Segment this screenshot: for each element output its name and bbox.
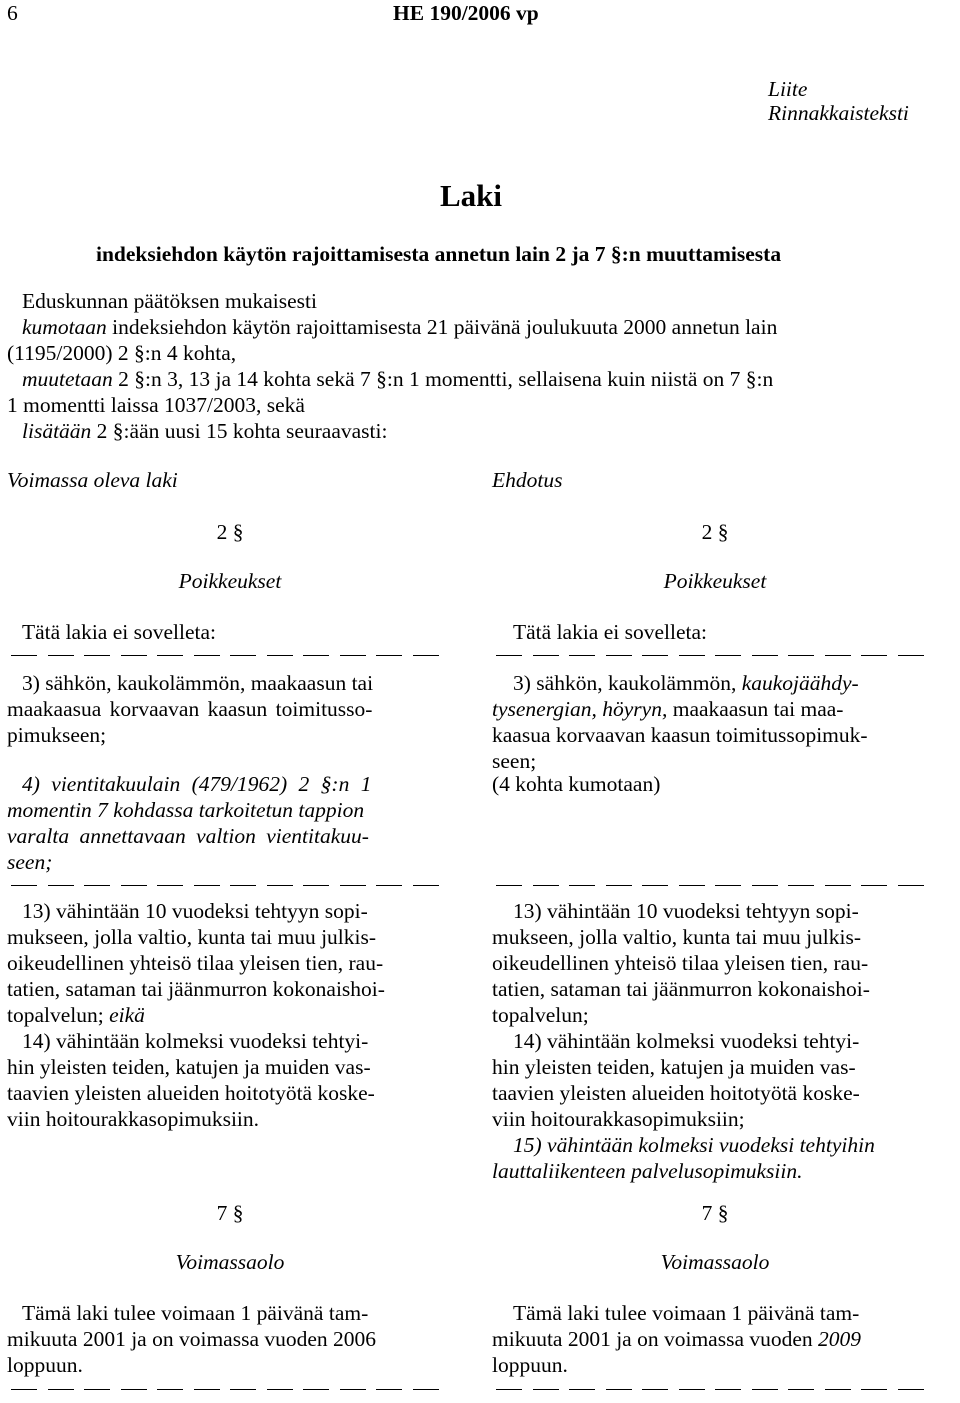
omission-dash — [788, 885, 814, 886]
right-item-3-text-a: 3) sähkön, kaukolämmön, — [513, 671, 742, 695]
right-section-7-text: mikuuta 2001 ja on voimassa vuoden — [492, 1327, 819, 1351]
omission-dash — [496, 1389, 522, 1390]
right-item-3-line-4: seen; — [492, 749, 537, 773]
preamble-intro: Eduskunnan päätöksen mukaisesti — [22, 289, 317, 313]
keyword-lisataan: lisätään — [22, 419, 92, 443]
omission-dash — [413, 655, 439, 656]
omission-dash — [752, 655, 778, 656]
right-item-15-line-1: 15) vähintään kolmeksi vuodeksi tehtyihin — [513, 1133, 875, 1157]
omission-dash — [376, 885, 402, 886]
omission-dash — [679, 1389, 705, 1390]
right-intro: Tätä lakia ei sovelleta: — [513, 620, 708, 644]
preamble-lisataan-text: 2 §:ään uusi 15 kohta seuraavasti: — [91, 419, 388, 443]
left-column-heading: Voimassa oleva laki — [7, 468, 178, 492]
right-omission-line-2 — [492, 873, 932, 899]
omission-dash — [533, 1389, 559, 1390]
right-section-7-year: 2009 — [818, 1327, 862, 1351]
omission-dash — [496, 655, 522, 656]
omission-dash — [267, 1389, 293, 1390]
omission-dash — [11, 885, 37, 886]
right-section-2-number: 2 § — [701, 520, 729, 544]
left-item-14-line-2: hin yleisten teiden, katujen ja muiden vas- — [7, 1055, 371, 1079]
omission-dash — [825, 655, 851, 656]
omission-dash — [788, 1389, 814, 1390]
right-item-4-repealed: (4 kohta kumotaan) — [492, 772, 661, 796]
left-item-13-line-1: 13) vähintään 10 vuodeksi tehtyyn sopi- — [22, 899, 368, 923]
left-item-4-line-1: 4) vientitakuulain (479/1962) 2 §:n 1 — [22, 772, 372, 796]
left-omission-line-1 — [7, 643, 447, 669]
omission-dash — [861, 655, 887, 656]
omission-dash — [267, 655, 293, 656]
left-item-3-line-1: 3) sähkön, kaukolämmön, maakaasun tai — [22, 671, 374, 695]
right-section-7-line-2 — [492, 1326, 861, 1352]
preamble-muutetaan — [22, 366, 773, 392]
preamble-muutetaan-text: 2 §:n 3, 13 ja 14 kohta sekä 7 §:n 1 momentti, sellaisena kuin niistä on 7 §:n — [112, 367, 774, 391]
keyword-kumotaan: kumotaan — [22, 315, 107, 339]
omission-dash — [121, 1389, 147, 1390]
omission-dash — [376, 655, 402, 656]
left-omission-line-2 — [7, 873, 447, 899]
right-omission-line-3 — [492, 1377, 932, 1403]
left-item-3-line-3: pimukseen; — [7, 723, 107, 747]
omission-dash — [84, 1389, 110, 1390]
left-section-7-title: Voimassaolo — [175, 1250, 285, 1274]
omission-dash — [606, 885, 632, 886]
omission-dash — [642, 1389, 668, 1390]
omission-dash — [303, 885, 329, 886]
omission-dash — [606, 655, 632, 656]
omission-dash — [861, 1389, 887, 1390]
omission-dash — [340, 885, 366, 886]
omission-dash — [303, 655, 329, 656]
left-item-13-line-4: tatien, sataman tai jäänmurron kokonaishoi- — [7, 977, 385, 1001]
right-item-3-line-2 — [492, 696, 843, 722]
left-section-7-line-3: loppuun. — [7, 1353, 83, 1377]
omission-dash — [569, 1389, 595, 1390]
omission-dash — [84, 885, 110, 886]
omission-dash — [194, 1389, 220, 1390]
omission-dash — [121, 885, 147, 886]
omission-dash — [752, 1389, 778, 1390]
document-id: HE 190/2006 vp — [393, 1, 539, 25]
appendix-sublabel: Rinnakkaisteksti — [768, 101, 909, 125]
left-section-2-title: Poikkeukset — [178, 569, 282, 593]
left-item-14-line-4: viin hoitourakkasopimuksiin. — [7, 1107, 260, 1131]
omission-dash — [157, 655, 183, 656]
omission-dash — [679, 885, 705, 886]
left-item-3-line-2: maakaasua korvaavan kaasun toimitusso- — [7, 697, 373, 721]
left-item-13-text: topalvelun; — [7, 1003, 110, 1027]
omission-dash — [11, 1389, 37, 1390]
page-number: 6 — [7, 1, 18, 25]
omission-dash — [230, 885, 256, 886]
omission-dash — [48, 1389, 74, 1390]
right-item-13-line-1: 13) vähintään 10 vuodeksi tehtyyn sopi- — [513, 899, 859, 923]
right-item-15-line-2: lauttaliikenteen palvelusopimuksiin. — [492, 1159, 803, 1183]
omission-dash — [194, 885, 220, 886]
omission-dash — [715, 655, 741, 656]
omission-dash — [642, 655, 668, 656]
right-item-3-added-b: tysenergian, höyryn, — [492, 697, 668, 721]
right-item-3-line-3: kaasua korvaavan kaasun toimitussopimuk- — [492, 723, 868, 747]
right-omission-line-1 — [492, 643, 932, 669]
omission-dash — [679, 655, 705, 656]
preamble-kumotaan-text: indeksiehdon käytön rajoittamisesta 21 päivänä joulukuuta 2000 annetun lain — [106, 315, 778, 339]
omission-dash — [569, 655, 595, 656]
keyword-muutetaan: muutetaan — [22, 367, 113, 391]
left-item-4-line-2: momentin 7 kohdassa tarkoitetun tappion — [7, 798, 365, 822]
omission-dash — [496, 885, 522, 886]
right-section-7-title: Voimassaolo — [660, 1250, 770, 1274]
omission-dash — [376, 1389, 402, 1390]
left-item-13-eika: eikä — [109, 1003, 145, 1027]
omission-dash — [84, 655, 110, 656]
right-item-14-line-4: viin hoitourakkasopimuksiin; — [492, 1107, 745, 1131]
omission-dash — [533, 655, 559, 656]
omission-dash — [825, 885, 851, 886]
right-item-13-line-5: topalvelun; — [492, 1003, 589, 1027]
appendix-label: Liite — [768, 77, 808, 101]
left-item-4-line-3: varalta annettavaan valtion vientitakuu- — [7, 824, 369, 848]
omission-dash — [898, 655, 924, 656]
left-intro: Tätä lakia ei sovelleta: — [22, 620, 217, 644]
omission-dash — [898, 1389, 924, 1390]
omission-dash — [48, 885, 74, 886]
omission-dash — [230, 655, 256, 656]
omission-dash — [898, 885, 924, 886]
right-section-7-number: 7 § — [701, 1201, 729, 1225]
left-section-7-number: 7 § — [216, 1201, 244, 1225]
right-item-13-line-2: mukseen, jolla valtio, kunta tai muu julkis- — [492, 925, 862, 949]
left-item-13-line-3: oikeudellinen yhteisö tilaa yleisen tien, rau- — [7, 951, 384, 975]
left-item-13-line-5 — [7, 1002, 145, 1028]
preamble-muutetaan-cont: 1 momentti laissa 1037/2003, sekä — [7, 393, 305, 417]
left-item-4-line-4: seen; — [7, 850, 53, 874]
right-item-14-line-3: taavien yleisten alueiden hoitotyötä koske- — [492, 1081, 860, 1105]
preamble-kumotaan-cont: (1195/2000) 2 §:n 4 kohta, — [7, 341, 237, 365]
omission-dash — [606, 1389, 632, 1390]
left-item-14-line-1: 14) vähintään kolmeksi vuodeksi tehtyi- — [22, 1029, 369, 1053]
omission-dash — [642, 885, 668, 886]
omission-dash — [303, 1389, 329, 1390]
left-section-7-line-2: mikuuta 2001 ja on voimassa vuoden 2006 — [7, 1327, 377, 1351]
omission-dash — [715, 885, 741, 886]
preamble-lisataan — [22, 418, 387, 444]
omission-dash — [340, 1389, 366, 1390]
omission-dash — [569, 885, 595, 886]
omission-dash — [861, 885, 887, 886]
omission-dash — [752, 885, 778, 886]
omission-dash — [11, 655, 37, 656]
right-item-14-line-1: 14) vähintään kolmeksi vuodeksi tehtyi- — [513, 1029, 860, 1053]
right-item-13-line-3: oikeudellinen yhteisö tilaa yleisen tien, rau- — [492, 951, 869, 975]
omission-dash — [157, 1389, 183, 1390]
omission-dash — [715, 1389, 741, 1390]
omission-dash — [121, 655, 147, 656]
page-title: Laki — [440, 178, 503, 213]
right-section-7-line-1: Tämä laki tulee voimaan 1 päivänä tam- — [513, 1301, 860, 1325]
left-section-7-line-1: Tämä laki tulee voimaan 1 päivänä tam- — [22, 1301, 369, 1325]
right-item-3-line-1 — [513, 670, 859, 696]
left-omission-line-3 — [7, 1377, 447, 1403]
left-section-2-number: 2 § — [216, 520, 244, 544]
omission-dash — [825, 1389, 851, 1390]
right-item-14-line-2: hin yleisten teiden, katujen ja muiden vas- — [492, 1055, 856, 1079]
omission-dash — [788, 655, 814, 656]
left-item-14-line-3: taavien yleisten alueiden hoitotyötä koske- — [7, 1081, 375, 1105]
omission-dash — [48, 655, 74, 656]
omission-dash — [413, 885, 439, 886]
omission-dash — [413, 1389, 439, 1390]
right-section-2-title: Poikkeukset — [663, 569, 767, 593]
right-section-7-line-3: loppuun. — [492, 1353, 568, 1377]
omission-dash — [194, 655, 220, 656]
omission-dash — [267, 885, 293, 886]
right-item-13-line-4: tatien, sataman tai jäänmurron kokonaishoi- — [492, 977, 870, 1001]
left-item-13-line-2: mukseen, jolla valtio, kunta tai muu julkis- — [7, 925, 377, 949]
omission-dash — [340, 655, 366, 656]
preamble-kumotaan — [22, 314, 777, 340]
page-subtitle: indeksiehdon käytön rajoittamisesta annetun lain 2 ja 7 §:n muuttamisesta — [96, 242, 782, 266]
omission-dash — [533, 885, 559, 886]
right-item-3-text-b: maakaasun tai maa- — [667, 697, 844, 721]
right-item-3-added-a: kaukojäähdy- — [741, 671, 859, 695]
omission-dash — [230, 1389, 256, 1390]
right-column-heading: Ehdotus — [492, 468, 563, 492]
omission-dash — [157, 885, 183, 886]
